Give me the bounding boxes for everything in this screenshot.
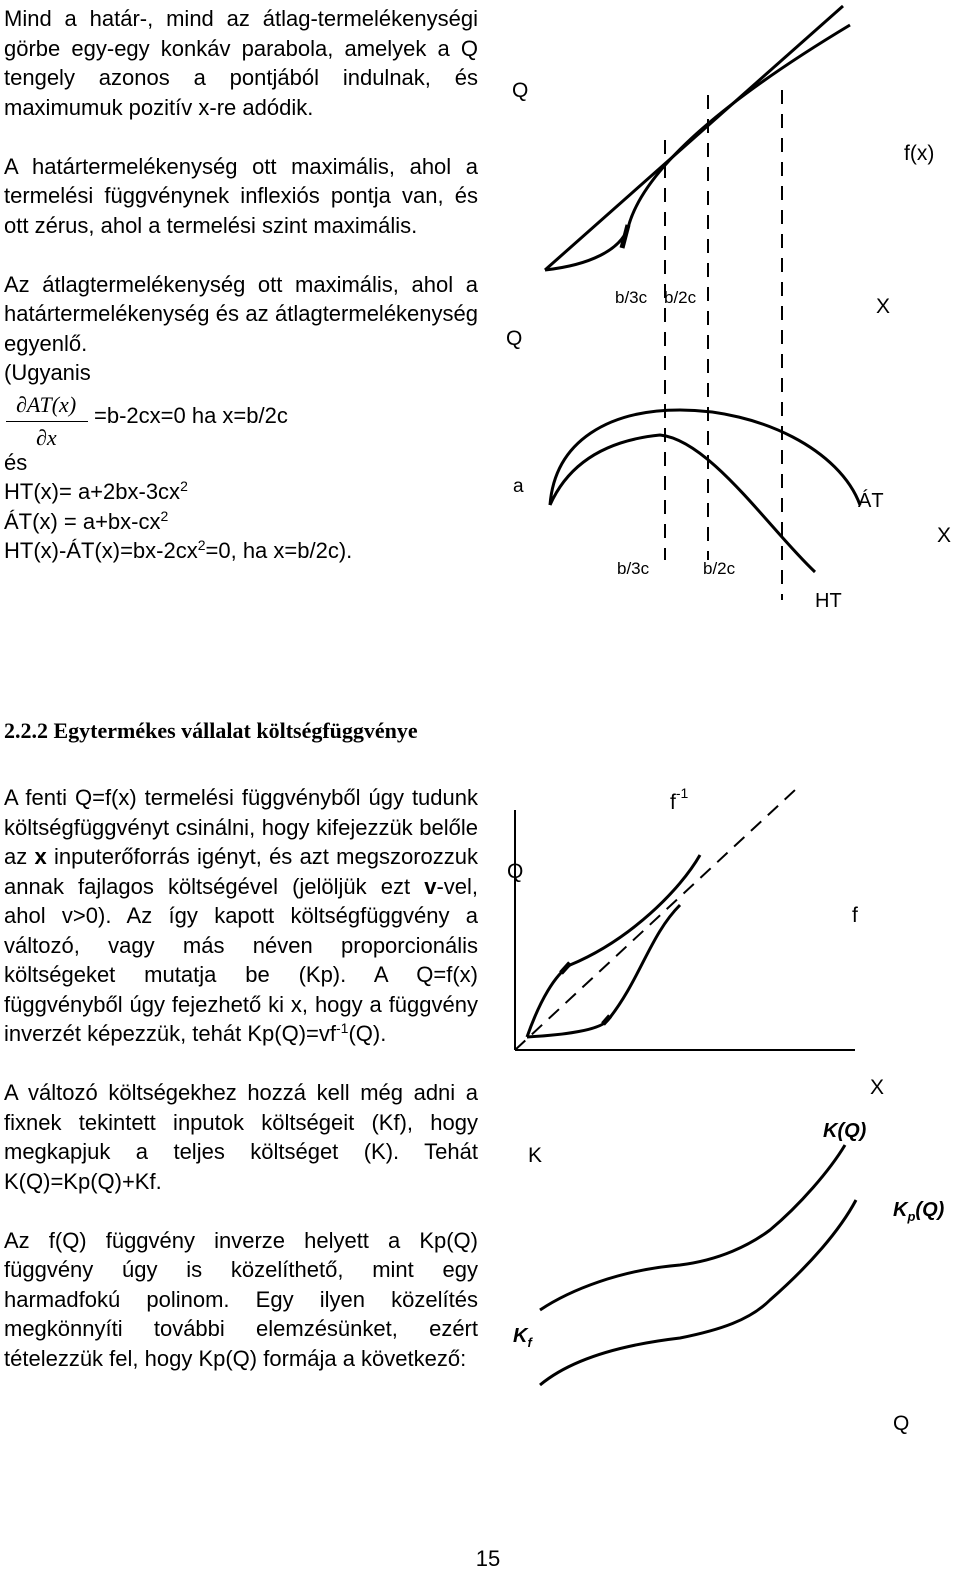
fig1-q-label: Q [512, 79, 529, 102]
ugyanis-text: (Ugyanis [4, 360, 91, 385]
fig2-b3c-label: b/3c [617, 559, 650, 578]
fig3-finv-label: $f^{-1}$ [670, 785, 689, 814]
formula-at: ÁT(x) = $a+bx-cx^2$ [4, 507, 169, 534]
page-number: 15 [475, 1546, 501, 1571]
fig3-diagonal [515, 790, 795, 1050]
formula-ht: $HT(x)= a+2bx-3cx^2$ [4, 478, 188, 504]
tangent-line [545, 6, 843, 270]
paragraph-average-product: Az átlagtermelékenység ott maximális, ahol a határtermelékenység és az átlagtermelékenység egyenlő. [4, 271, 478, 356]
paragraph-concave-parabola: Mind a határ-, mind az átlag-termelékenységi görbe egy-egy konkáv parabola, amelyek a Q tengely azonos a pontjából indulnak, és maximumuk pozitív x-re adódik. [4, 6, 478, 120]
fig1-b2c-label: b/2c [664, 288, 697, 307]
inflection-mark [622, 225, 628, 248]
fig4-q-label: Q [893, 1412, 910, 1435]
fig2-b2c-label: b/2c [703, 559, 736, 578]
fig4-k-label: K [528, 1144, 543, 1167]
figure-cost-function [540, 1145, 856, 1385]
figure-inverse-function [515, 790, 855, 1050]
fig2-a-label: a [513, 476, 524, 497]
figure-marginal-average [550, 410, 860, 572]
fig2-ht-label: HT [815, 590, 842, 612]
derivative-result: =b-2cx=0 ha x=b/2c [94, 402, 288, 428]
fig2-at-label: ÁT [858, 490, 884, 512]
inflection-mark-f-inverse [603, 1016, 610, 1024]
fig4-kq-label: K(Q) [823, 1120, 867, 1142]
fig4-kf-label: $K_f$ [513, 1325, 532, 1350]
fig4-kp-label: $K_p(Q)$ [893, 1199, 945, 1224]
variable-cost-curve [540, 1200, 856, 1385]
fig1-x-label: X [876, 295, 891, 318]
es-text: és [4, 449, 28, 475]
paragraph-cubic-polynomial: Az f(Q) függvény inverze helyett a Kp(Q) függvény úgy is közelíthető, mint egy harmadfokú polinom. Egy ilyen közelítés megkönnyíti további elemzésünket, ezért tételezzük fel, hogy Kp(Q) formája a következő: [4, 1227, 478, 1371]
fig2-q-label: Q [506, 327, 523, 350]
derivative-denominator: ∂x [36, 424, 57, 450]
figure-production-function [545, 6, 850, 600]
formula-ht-minus-at: $HT(x)-ÁT(x)=bx-2cx^2=0$, ha x=b/2c). [4, 537, 353, 563]
marginal-product-curve [550, 435, 815, 572]
total-cost-curve [540, 1145, 845, 1310]
curve-f [527, 855, 700, 1037]
paragraph-fixed-costs: A változó költségekhez hozzá kell még adni a fixnek tekintett inputok költségeit (Kf), hogy megkapjuk a teljes költséget (K). Tehát K(Q)=Kp(Q)+Kf. [4, 1080, 478, 1194]
fig1-fx-label: f(x) [904, 142, 935, 165]
fig3-f-label: f [852, 904, 858, 927]
inflection-mark-f [561, 963, 570, 973]
paragraph-marginal-product: A határtermelékenység ott maximális, ahol a termelési függvénynek inflexiós pontja van, és ott zérus, ahol a termelési szint maximális. [4, 153, 478, 238]
paragraph-cost-function: A fenti Q=f(x) termelési függvényből úgy tudunk költségfüggvényt csinálni, hogy kifejezzük belőle az x inputerőforrás igényt, és azt megszorozzuk annak fajlagos költségével (jelöljük ezt v-vel, ahol v>0). Az így kapott költségfüggvény a változó, vagy más néven proporcionális költségeket mutatja be (Kp). A Q=f(x) függvényből úgy fejezhető ki x, hogy a függvény inverzét képezzük, tehát $Kp(Q)=vf^{-1}(Q)$. [4, 785, 478, 1046]
production-curve [545, 25, 850, 270]
fig3-x-label: X [870, 1076, 885, 1099]
fig1-b3c-label: b/3c [615, 288, 648, 307]
fig2-x-label: X [937, 524, 952, 547]
derivative-numerator: ∂AT(x) [16, 391, 77, 417]
section-heading: 2.2.2 Egytermékes vállalat költségfüggvénye [4, 718, 418, 743]
fig3-q-label: Q [507, 860, 524, 883]
